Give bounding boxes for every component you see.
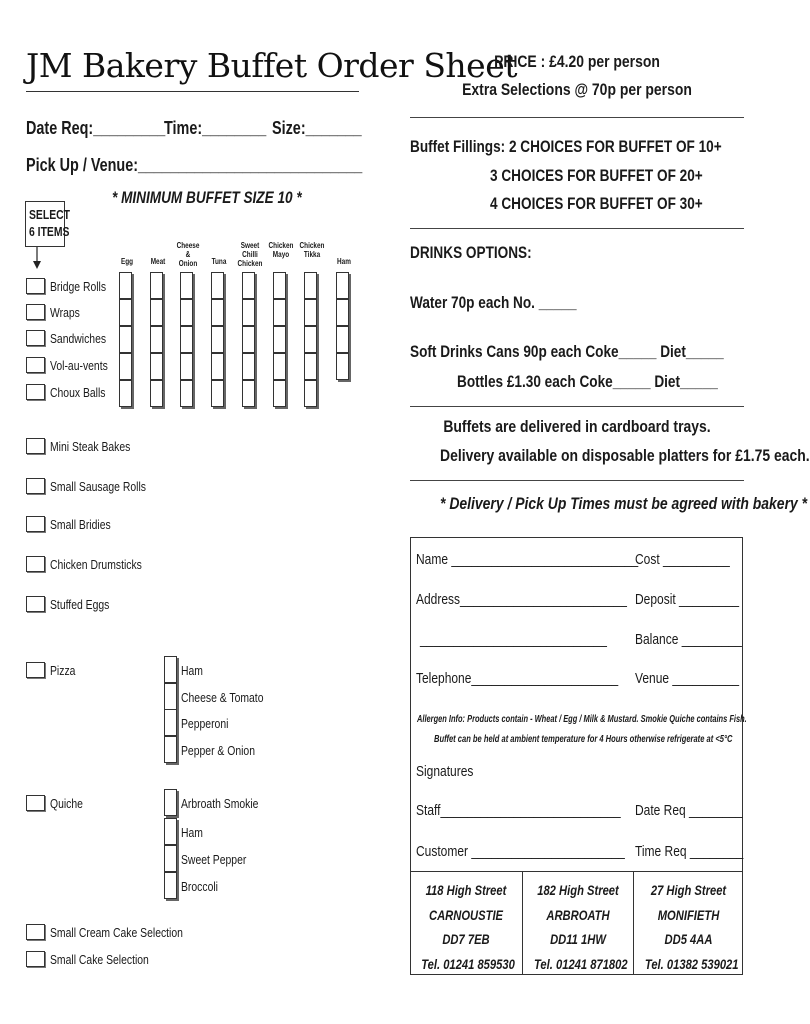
address-line-2-field[interactable]: ____________________________ (420, 631, 607, 648)
fillings-line-2: 3 CHOICES FOR BUFFET OF 20+ (490, 166, 703, 185)
soft-drinks-line[interactable]: Soft Drinks Cans 90p each Coke_____ Diet_____ (410, 342, 724, 361)
allergen-storage-info: Buffet can be held at ambient temperature for 4 Hours otherwise refrigerate at <5°C (434, 733, 733, 745)
quiche-option: Ham (181, 825, 203, 840)
pizza-option: Ham (181, 663, 203, 678)
column-header: Egg (120, 257, 134, 266)
water-line[interactable]: Water 70p each No. _____ (410, 293, 577, 312)
checkbox[interactable] (26, 278, 45, 294)
checkbox[interactable] (26, 516, 45, 532)
filling-checkbox[interactable] (180, 299, 193, 326)
page-title: JM Bakery Buffet Order Sheet (26, 46, 518, 85)
filling-checkbox[interactable] (242, 326, 255, 353)
column-header: Ham (337, 257, 351, 266)
item-label: Small Bridies (50, 517, 111, 532)
filling-checkbox[interactable] (336, 272, 349, 299)
filling-checkbox[interactable] (273, 299, 286, 326)
filling-checkbox[interactable] (150, 353, 163, 380)
shop-postcode: DD7 7EB (442, 931, 490, 947)
pickup-venue-field[interactable]: Pick Up / Venue:____________________________ (26, 155, 363, 175)
venue-field[interactable]: Venue __________ (635, 670, 740, 687)
shop-postcode: DD5 4AA (664, 931, 713, 947)
filling-checkbox[interactable] (242, 299, 255, 326)
shop-town: ARBROATH (546, 906, 610, 923)
item-label: Stuffed Eggs (50, 597, 110, 612)
column-header: Chicken Mayo (268, 241, 294, 259)
divider (410, 406, 744, 407)
shop-street: 118 High Street (425, 882, 507, 898)
filling-checkbox[interactable] (119, 299, 132, 326)
checkbox[interactable] (26, 924, 45, 940)
filled-item-label: Bridge Rolls (50, 279, 107, 294)
checkbox[interactable] (26, 478, 45, 494)
divider (410, 117, 744, 118)
shop-town: MONIFIETH (657, 906, 720, 923)
shop-address (522, 872, 633, 975)
price-line: PRICE : £4.20 per person (494, 52, 660, 71)
filling-checkbox[interactable] (119, 326, 132, 353)
shop-address (410, 872, 522, 975)
telephone-field[interactable]: Telephone______________________ (416, 670, 619, 687)
filling-checkbox[interactable] (242, 380, 255, 407)
address-field[interactable]: Address_________________________ (416, 591, 627, 608)
quiche-label: Quiche (50, 796, 83, 811)
quiche-option-checkbox[interactable] (164, 872, 177, 899)
pizza-option-checkbox[interactable] (164, 709, 177, 736)
pizza-option: Cheese & Tomato (181, 690, 264, 705)
filling-checkbox[interactable] (211, 326, 224, 353)
shop-tel: Tel. 01241 859530 (421, 955, 515, 972)
checkbox[interactable] (26, 596, 45, 612)
filling-checkbox[interactable] (180, 380, 193, 407)
filling-checkbox[interactable] (273, 326, 286, 353)
column-header: Sweet Chilli Chicken (237, 241, 263, 268)
quiche-option-checkbox[interactable] (164, 818, 177, 845)
checkbox[interactable] (26, 384, 45, 400)
filled-item-label: Wraps (50, 305, 80, 320)
filling-checkbox[interactable] (336, 353, 349, 380)
cake-label: Small Cake Selection (50, 952, 149, 967)
time-req-field[interactable]: Time Req ________ (635, 843, 744, 860)
filling-checkbox[interactable] (119, 272, 132, 299)
filling-checkbox[interactable] (336, 326, 349, 353)
filling-checkbox[interactable] (119, 380, 132, 407)
filling-checkbox[interactable] (150, 299, 163, 326)
customer-signature-field[interactable]: Customer _______________________ (416, 843, 625, 860)
filling-checkbox[interactable] (180, 353, 193, 380)
select-items-label: SELECT 6 ITEMS (29, 207, 71, 239)
item-label: Small Sausage Rolls (50, 479, 146, 494)
filling-checkbox[interactable] (150, 326, 163, 353)
pizza-option: Pepperoni (181, 716, 229, 731)
filling-checkbox[interactable] (180, 326, 193, 353)
signature-date-req-field[interactable]: Date Req ________ (635, 802, 743, 819)
checkbox[interactable] (26, 438, 45, 454)
bottles-line[interactable]: Bottles £1.30 each Coke_____ Diet_____ (457, 372, 718, 391)
quiche-option-checkbox[interactable] (164, 789, 177, 816)
filling-checkbox[interactable] (150, 272, 163, 299)
filling-checkbox[interactable] (180, 272, 193, 299)
divider (410, 480, 744, 481)
pizza-option-checkbox[interactable] (164, 656, 177, 683)
name-field[interactable]: Name ____________________________ (416, 551, 639, 568)
cake-label: Small Cream Cake Selection (50, 925, 183, 940)
shop-town: CARNOUSTIE (428, 906, 504, 923)
item-label: Chicken Drumsticks (50, 557, 142, 572)
filling-checkbox[interactable] (242, 353, 255, 380)
time-field[interactable]: Time:________ (164, 118, 267, 138)
delivery-trays-note: Buffets are delivered in cardboard trays. (443, 417, 711, 436)
filled-item-label: Sandwiches (50, 331, 107, 346)
delivery-platters-note: Delivery available on disposable platters for £1.75 each. (440, 446, 810, 465)
minimum-buffet-size: * MINIMUM BUFFET SIZE 10 * (112, 188, 302, 207)
filling-checkbox[interactable] (211, 353, 224, 380)
allergen-info: Allergen Info: Products contain - Wheat / Egg / Milk & Mustard. Smokie Quiche contains Fish. (417, 713, 747, 725)
extra-selections-line: Extra Selections @ 70p per person (462, 80, 692, 99)
checkbox[interactable] (26, 304, 45, 320)
delivery-times-note: * Delivery / Pick Up Times must be agreed with bakery * (440, 494, 808, 513)
filling-checkbox[interactable] (211, 299, 224, 326)
column-header: Tuna (211, 257, 227, 266)
shop-tel: Tel. 01382 539021 (644, 955, 739, 972)
quiche-option: Sweet Pepper (181, 852, 247, 867)
drinks-header: DRINKS OPTIONS: (410, 243, 532, 262)
shop-postcode: DD11 1HW (550, 931, 606, 947)
checkbox[interactable] (26, 330, 45, 346)
filling-checkbox[interactable] (273, 353, 286, 380)
filled-item-label: Vol-au-vents (50, 358, 108, 373)
staff-signature-field[interactable]: Staff___________________________ (416, 802, 621, 819)
filling-checkbox[interactable] (242, 272, 255, 299)
filled-item-label: Choux Balls (50, 385, 106, 400)
filling-checkbox[interactable] (211, 272, 224, 299)
filling-checkbox[interactable] (211, 380, 224, 407)
pizza-option: Pepper & Onion (181, 743, 256, 758)
filling-checkbox[interactable] (304, 353, 317, 380)
pizza-option-checkbox[interactable] (164, 683, 177, 710)
signatures-label: Signatures (416, 763, 474, 780)
fillings-line-1: Buffet Fillings: 2 CHOICES FOR BUFFET OF 10+ (410, 137, 722, 156)
shop-address (633, 872, 743, 975)
balance-field[interactable]: Balance _________ (635, 631, 742, 648)
quiche-option-checkbox[interactable] (164, 845, 177, 872)
filling-checkbox[interactable] (273, 380, 286, 407)
column-header: Cheese & Onion (176, 241, 200, 268)
title-underline (26, 91, 359, 92)
checkbox[interactable] (26, 951, 45, 967)
filling-checkbox[interactable] (304, 380, 317, 407)
pizza-option-checkbox[interactable] (164, 736, 177, 763)
filling-checkbox[interactable] (304, 299, 317, 326)
quiche-option: Arbroath Smokie (181, 796, 259, 811)
column-header: Chicken Tikka (299, 241, 325, 259)
checkbox[interactable] (26, 795, 45, 811)
filling-checkbox[interactable] (119, 353, 132, 380)
date-req-field[interactable]: Date Req:_________ (26, 118, 166, 138)
checkbox[interactable] (26, 556, 45, 572)
checkbox[interactable] (26, 357, 45, 373)
arrow-down-icon (31, 247, 45, 271)
fillings-line-3: 4 CHOICES FOR BUFFET OF 30+ (490, 194, 703, 213)
item-label: Mini Steak Bakes (50, 439, 131, 454)
size-field[interactable]: Size:_______ (272, 118, 362, 138)
cost-field[interactable]: Cost __________ (635, 551, 730, 568)
column-header: Meat (150, 257, 166, 266)
select-items-box (25, 201, 71, 247)
shop-street: 27 High Street (650, 882, 727, 898)
shop-tel: Tel. 01241 871802 (534, 955, 628, 972)
filling-checkbox[interactable] (336, 299, 349, 326)
checkbox[interactable] (26, 662, 45, 678)
filling-checkbox[interactable] (273, 272, 286, 299)
pizza-label: Pizza (50, 663, 76, 678)
divider (410, 228, 744, 229)
deposit-field[interactable]: Deposit _________ (635, 591, 740, 608)
shop-street: 182 High Street (537, 882, 619, 898)
quiche-option: Broccoli (181, 879, 218, 894)
filling-checkbox[interactable] (304, 272, 317, 299)
filling-checkbox[interactable] (304, 326, 317, 353)
filling-checkbox[interactable] (150, 380, 163, 407)
